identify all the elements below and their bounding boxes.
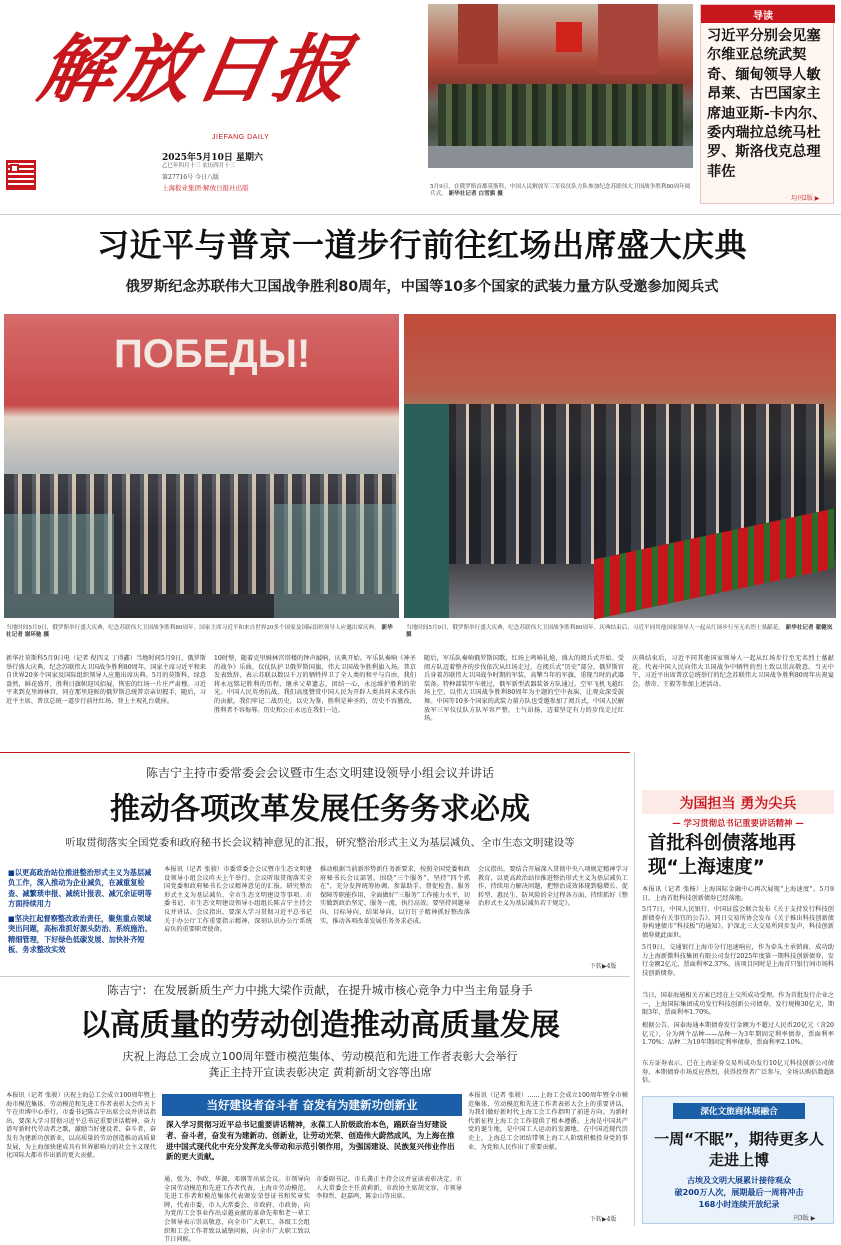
sidebar-kicker-box: [642, 790, 834, 814]
lead-caption-left-text: 当地时间5月9日，俄罗斯举行盛大庆典，纪念苏联伟大卫国战争胜利80周年。国家主席习近平和来自世界20多个国家及国际组织领导人应邀出席庆典。: [6, 625, 380, 631]
culture-sub-3: 168小时连续开放纪录: [698, 1200, 780, 1209]
sidebar-body-3: 5月9日，交通银行上海市分行迅速响应，作为牵头主承销商，成功助力上海新微科技集团有限公司发行2025年度第一期科技创新债券，发行金额2亿元，票面利率2.37%，该项目同时是上海首只银行间市场科技创新债券。: [642, 944, 834, 977]
lead-subhead: 俄罗斯纪念苏联伟大卫国战争胜利80周年，中国等10多个国家的武装力量方队受邀参加阅兵式: [125, 279, 719, 295]
reform-body-col-2: 推动根据当前新形势新任务新要求，按照全国党委和政府秘书长会议部署，围绕“三个服务”，坚持“四个抓在”，充分发挥统筹协调、参谋助手、督促检查、服务保障等职能作用，全面做好“三服务”工作能力水平，切实做到政治坚定、服务一流，执行高效。要坚持问题导向、目标导向、结果导向，以钉钉子精神抓好整改落实，推动各项改革发展任务务求必成。: [320, 866, 470, 925]
glass-panel-2: [274, 504, 399, 618]
culture-box[interactable]: [642, 1096, 834, 1224]
glass-panel: [4, 514, 114, 618]
reform-subhead: 听取贯彻落实全国党委和政府秘书长会议精神意见的汇报，研究整治形式主义为基层减负、全市生态文明建设等: [65, 837, 575, 849]
issue-line: 第27716号 今日八版: [162, 174, 219, 181]
culture-sub-2: 破200万人次，展期最后一周将冲击: [674, 1188, 804, 1197]
reform-headline[interactable]: 推动各项改革发展任务务求必成: [110, 792, 530, 827]
lead-photo-left: [4, 314, 399, 618]
date-line: 2025年5月10日 星期六: [162, 153, 263, 163]
labor-banner: [162, 1094, 462, 1116]
lead-body-col-3: 随后，军乐队奏响俄罗斯国歌，红场上鸣响礼炮，盛大的阅兵式开始。受阅方队迈着整齐的步伐依次从红场走过，在阅兵式“历史”部分，俄罗斯官兵身着苏联伟大卫国战争时期的军装，高擎当年的军旗，重现当时的武器装备。特种部装甲车驶过，俄军新型武器装备方队通过。空军飞机飞越红场上空，以伟大卫国战争胜利80周年为主题的空中表演，让观众深受鼓舞。中国等10多个国家的武装力量方队也受邀参加了阅兵式，中国人民解放军三军仪仗队方队军容严整，士气昂扬，迈着坚定有力的步伐走过红场。: [424, 655, 624, 723]
labor-banner-text: 当好建设者奋斗者 奋发有为建新功创新业: [206, 1098, 418, 1112]
masthead-logo: 解放日报: [32, 27, 360, 113]
lead-body-col-4: 庆典结束后，习近平同其他国家领导人一起从红场步行至无名烈士墓献花。代表中国人民向伟大卫国战争中牺牲的烈士致以崇高敬意。当天中午，习近平出席普京总统举行的纪念苏联伟大卫国战争胜利80周年庆祝宴会。蔡奇、王毅等参加上述活动。: [632, 655, 834, 688]
labor-headline[interactable]: 以高质量的劳动创造推动高质量发展: [80, 1008, 560, 1043]
sidebar-body-4: 当日，国泰海通相关方案已经在上交所成功受理。作为首批发行企业之一，上海国际集团成功发行科技创新公司债券，发行规模30亿元，期限3年，票面利率1.70%。: [642, 992, 834, 1017]
kremlin-tower-shape: [458, 4, 498, 64]
lead-caption-right: [406, 625, 836, 645]
reform-continued[interactable]: 下转▶4版: [590, 963, 617, 970]
top-photo-caption: [430, 184, 692, 204]
kremlin-tower-shape-2: [598, 4, 658, 74]
qr-code: [6, 160, 36, 190]
soldiers-rows: [438, 84, 683, 146]
sidebar-body-1: 本报讯（记者 张杨）上海国际金融中心再次展现“上海速度”。5月9日，上海首批科技创新债券已经落地。: [642, 886, 834, 902]
lead-caption-left: [6, 625, 398, 645]
labor-body-col-2: 通、张为、李政、华源、邓钢等出席会议。市领导向全国劳动模范和先进工作者代表，上海市劳动模范、先进工作者和模范集体代表颁发荣誉证书和奖章奖牌，代表市委、市人大常委会、市政府、市政协，向为党的工会事业作出卓越贡献的革命先辈和老一辈工会领导表示崇高敬意，向全市广大职工、各级工会组织和工会工作者致以诚挚问候，向全市广大职工致以节日问候。: [164, 1176, 310, 1244]
guide-label: 导读: [753, 11, 773, 22]
lead-credit-right: 新华社记者 翟健岚 摄: [406, 625, 833, 639]
guard-figure: [404, 404, 449, 618]
sidebar-kicker-sub: — 学习贯彻总书记重要讲话精神 —: [672, 818, 804, 828]
culture-headline[interactable]: 一周“不眠”，期待更多人走进上博: [654, 1130, 824, 1169]
culture-label: 深化文旅商体展融合: [700, 1107, 778, 1117]
culture-sub-1: 古埃及文明大展累计接待观众: [687, 1176, 791, 1185]
reform-bullet-2: ■坚决扛起督察整改政治责任，聚焦重点领域突出问题，高标准抓好源头防治、系统施治、精细管理，下好绿色低碳发展、加快补齐短板、务求整改实效: [8, 914, 152, 955]
lead-credit-left: 新华社记者 谢环驰 摄: [6, 625, 393, 639]
labor-body-col-1: 本报讯（记者 张骏）庆祝上海总工会成立100周年暨上海市模范集体、劳动模范和先进工作者表彰大会昨天下午在世博中心举行。市委书记陈吉宁出席会议并讲话指出，要深入学习贯彻习近平总书记重要讲话精神，奋力谱写新时代劳动者之歌，激励当好建设者、奋斗者，奋发有为建新功创新业，以高质量的劳动创造推动高质量发展，为上海加快建成具有世界影响力的社会主义现代化国际大都市作出新的更大贡献。: [6, 1092, 156, 1160]
reform-body-col-3: 会议指出，要结合开展深入贯彻中央八项规定精神学习教育，以更高政治站位推进整治形式主义为基层减负工作，持续用力解决问题，把整治成效体现到稳增长、促转型、惠民生、防风险的全过程各方面，持续抓好《整治形式主义为基层减负若干规定》。: [478, 866, 628, 908]
sidebar-body-5: 根据公告，国泰海通本期债券发行金额为不超过人民币20亿元（含20亿元），分为两个品种——品种一为3年期固定利率债券，票面利率1.70%；品种二为10年期固定利率债券，票面利率2.10%。: [642, 1022, 834, 1047]
lead-headline[interactable]: 习近平与普京一道步行前往红场出席盛大庆典: [96, 226, 747, 264]
divider-top: [0, 214, 841, 215]
top-photo-credit: 新华社记者 白雪骐 摄: [448, 191, 503, 198]
sidebar-kicker: 为国担当 勇为尖兵: [679, 796, 797, 812]
qr-corner-icon: [10, 164, 19, 173]
labor-body-col-3: 市委副书记、市长龚正主持会议并宣读表彰决定。市人大常委会主任黄莉新、市政协主席胡文容，市领导李仰哲、赵嘉鸣、陈金山等出席。: [316, 1176, 462, 1201]
pavement: [428, 146, 693, 168]
flag-red-icon: [556, 22, 582, 52]
reform-body-col-1: 本报讯（记者 张骏）市委常委会会议暨市生态文明建设领导小组会议昨天上午举行。会议听取贯彻落实全国党委和政府秘书长会议精神意见的汇报。研究整治形式主义为基层减负、全市生态文明建设等事项。市委书记、市生态文明建设领导小组组长陈吉宁主持会议并讲话。会议指出，要深入学习贯彻习近平总书记关于办公厅工作重要指示精神，深刻认识办公厅系统肩负的重要职责使命。: [164, 866, 312, 934]
top-photo: [428, 4, 693, 168]
sidebar-body-2: 5月7日，中国人民银行、中国证监会联合发布《关于支持发行科技创新债券有关事宜的公告》，同日交易所协会发布《关于推出科技创新债券构建债市“科技板”的通知》。沪深北三大交易所同步发声，科技创新债券就此面世。: [642, 906, 834, 939]
labor-body-col-4: 本报讯（记者 张骏）……上海工会成立100周年暨全市模范集体、劳动模范和先进工作者表彰大会上的重要讲话，为我们做好新时代上海工会工作指明了前进方向。为新时代新征程上海工会工作提供了根本遵循。上海是中国共产党的诞生地，是中国工人运动的发源地，在中国近现代历史上，上海总工会团结带领上海工人阶级积极投身党的事业，为党和人民作出了重要贡献。: [468, 1092, 628, 1151]
labor-kicker: 陈吉宁：在发展新质生产力中挑大梁作贡献，在提升城市核心竞争力中当主角显身手: [107, 983, 533, 997]
lead-body-col-2: 10时整，随着克里姆林宫塔楼的钟声敲响，庆典开始。军乐队奏响《神圣的战争》乐曲，仪仗队护卫俄罗斯国旗、伟大卫国战争胜利旗入场。普京发表致辞，表示苏联以数以千万的牺牲捍卫了全人类的和平与自由，我们将永远铭记胜利的历程，继承父辈遗志，团结一心，永远维护胜利的荣光。中国人民英勇抗战，我们高度赞赏中国人民为开辟人类共同未来作出的贡献。我们牢记二战历史，以史为鉴，胜利是神圣的，历史不容篡改，胜利者不容侮辱。历史和公正永远在我们一边。: [214, 655, 416, 714]
sidebar-headline[interactable]: 首批科创债落地再现“上海速度”: [648, 833, 797, 878]
lunar-line: 乙巳年四月十三 农历四月十三: [162, 163, 236, 169]
guide-headline[interactable]: 习近平分别会见塞尔维亚总统武契奇、缅甸领导人敏昂莱、古巴国家主席迪亚斯-卡内尔、委内瑞拉总统马杜罗、斯洛伐克总理菲佐: [707, 28, 827, 180]
group-line: 上海报业集团·解放日报社出版: [162, 184, 249, 192]
lead-caption-right-text: 当地时间5月9日，俄罗斯举行盛大庆典，纪念苏联伟大卫国战争胜利80周年。庆典结束后，习近平同其他国家领导人一起从红场步行至无名烈士墓献花。: [406, 625, 784, 631]
labor-subhead-2: 龚正主持开宣读表彰决定 黄莉新胡文容等出席: [208, 1066, 432, 1079]
lead-body-col-1: 新华社莫斯科5月9日电（记者 倪四义 丁得鑫）当地时间5月9日，俄罗斯举行盛大庆典，纪念苏联伟大卫国战争胜利80周年。国家主席习近平和来自世界20多个国家及国际组织领导人应邀出席庆典。5月的莫斯科，绿意盎然，鲜花盛开，胜利日旗帜迎风招展，恢宏的红场一片庄严肃穆。习近平来到克里姆林宫，同在那里迎候的俄罗斯总统普京亲切握手，随后，习近平主席、普京总统一道步行前往红场，登上主观礼台就座。: [6, 655, 206, 705]
sidebar-body-6: 东方证券表示，已在上海证券交易所成功发行10亿元科技创新公司债券，本期债券市场反应热烈，获得投资者广泛参与，全场认购倍数超8倍。: [642, 1060, 834, 1085]
sidebar-divider: [634, 752, 635, 1226]
labor-subhead: 庆祝上海总工会成立100周年暨市模范集体、劳动模范和先进工作者表彰大会举行: [122, 1050, 518, 1063]
masthead: [0, 0, 425, 196]
labor-quote: 深入学习贯彻习近平总书记重要讲话精神，永葆工人阶级政治本色，踊跃奋当好建设者、奋斗者，奋发有为建新功、创新业，让劳动光荣、创造伟大蔚然成风，为上海在推进中国式现代化中充分发挥龙头带动和示范引领作用，为强国建设、民族复兴伟业作出新的更大贡献。: [166, 1120, 455, 1162]
guide-page-ref[interactable]: 均刊2版 ▶: [791, 195, 820, 202]
guide-box: [700, 4, 834, 204]
divider-reform: [0, 752, 630, 753]
culture-page-ref[interactable]: 刊3版 ▶: [793, 1215, 816, 1222]
victory-banner: ПОБЕДЫ!: [114, 332, 311, 376]
labor-continued[interactable]: 下转▶4版: [590, 1216, 617, 1223]
top-photo-caption-text: 5月9日，在俄罗斯首都莫斯科，中国人民解放军三军仪仗队方队参加纪念苏联伟大卫国战争胜利80周年阅兵式。: [430, 184, 691, 198]
masthead-english: JIEFANG DAILY: [212, 134, 270, 141]
reform-kicker: 陈吉宁主持市委常委会会议暨市生态文明建设领导小组会议并讲话: [145, 766, 494, 780]
reform-bullet-1: ■以更高政治站位推进整治形式主义为基层减负工作，深入推动为企业减负，在减重复检查、减繁琐申报、减统计报表、减冗余证明等方面持续用力: [8, 868, 152, 909]
divider-labor: [0, 976, 630, 977]
lead-photo-right: [404, 314, 836, 618]
